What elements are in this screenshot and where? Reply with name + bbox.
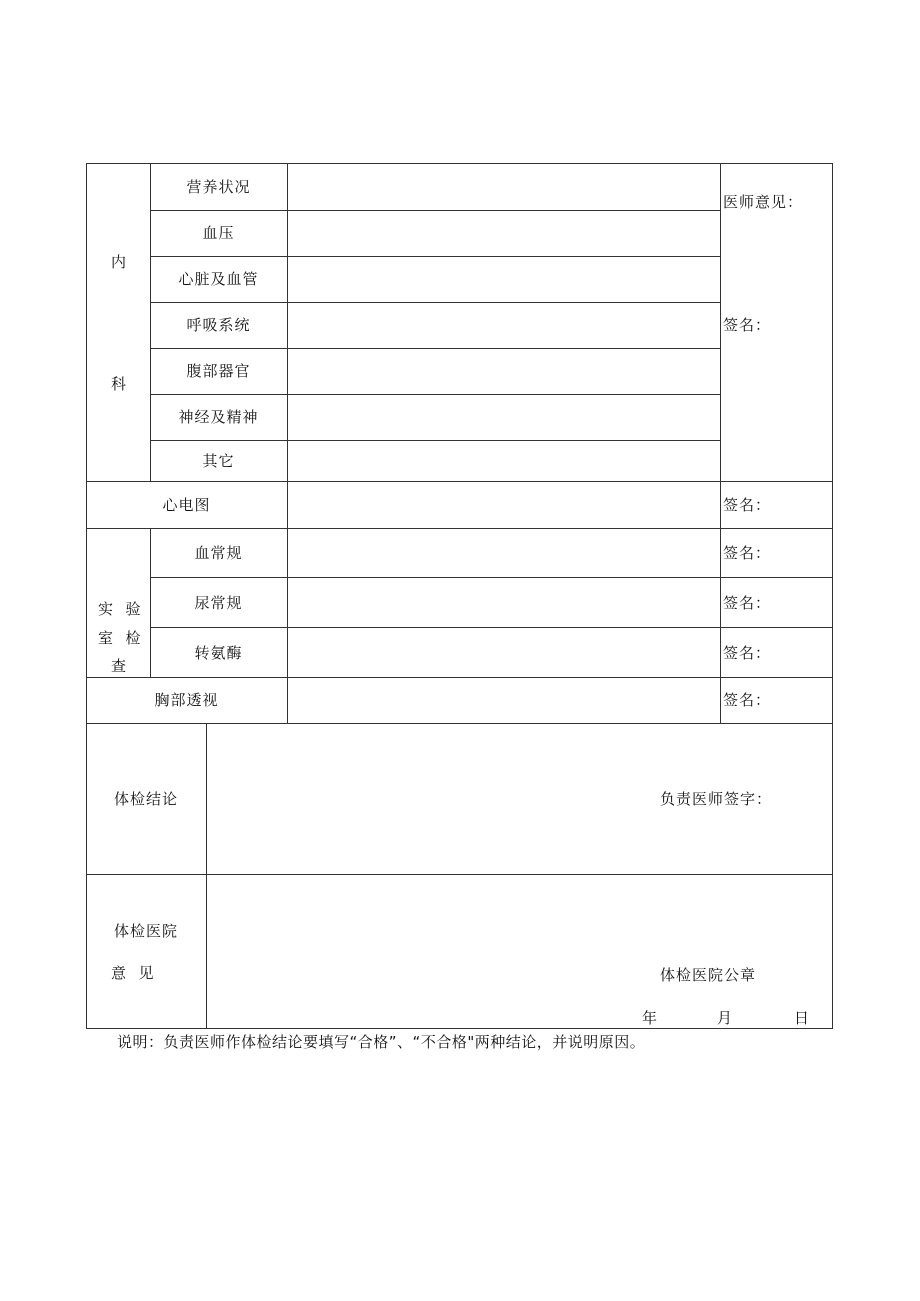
item-abdominal: 腹部器官 [186, 362, 251, 380]
row-divider [150, 302, 721, 303]
item-nutrition: 营养状况 [186, 178, 251, 196]
conclusion-label: 体检结论 [113, 790, 178, 808]
doctor-opinion-label: 医师意见： [723, 193, 804, 211]
hospital-opinion-label-line1: 体检医院 [113, 922, 178, 940]
date-year-label: 年 [642, 1009, 659, 1027]
ecg-label: 心电图 [162, 496, 211, 514]
date-month-label: 月 [717, 1009, 734, 1027]
transaminase-signature: 签名： [723, 644, 772, 662]
hospital-opinion-label-line2: 意 见 [111, 964, 155, 982]
row-divider [150, 627, 833, 628]
item-other: 其它 [202, 452, 235, 470]
urine-routine-signature: 签名： [723, 594, 772, 612]
ecg-signature: 签名： [723, 496, 772, 514]
border-left [86, 163, 87, 1029]
item-neuro-mental: 神经及精神 [178, 408, 259, 426]
chest-xray-label: 胸部透视 [154, 691, 219, 709]
item-blood-routine: 血常规 [194, 544, 243, 562]
internal-medicine-signature: 签名： [723, 316, 772, 334]
border-bottom [86, 1028, 833, 1029]
row-divider [86, 874, 833, 875]
internal-medicine-label-top: 内 [111, 253, 128, 271]
row-divider [150, 256, 721, 257]
border-right [832, 163, 833, 1029]
item-respiratory: 呼吸系统 [186, 316, 251, 334]
lab-label-line1: 实 验 [98, 600, 142, 618]
row-divider [86, 723, 833, 724]
internal-medicine-label-bottom: 科 [111, 375, 128, 393]
conclusion-doctor-signature: 负责医师签字： [660, 790, 773, 808]
col-divider [206, 723, 207, 1028]
row-divider [150, 440, 721, 441]
footnote: 说明：负责医师作体检结论要填写“合格”、“不合格"两种结论，并说明原因。 [117, 1033, 646, 1051]
item-heart-vessels: 心脏及血管 [178, 270, 259, 288]
row-divider [150, 210, 721, 211]
col-divider [287, 163, 288, 723]
blood-routine-signature: 签名： [723, 544, 772, 562]
item-transaminase: 转氨酶 [194, 644, 243, 662]
col-divider [720, 163, 721, 723]
row-divider [150, 577, 833, 578]
row-divider [150, 348, 721, 349]
item-urine-routine: 尿常规 [194, 594, 243, 612]
row-divider [150, 394, 721, 395]
lab-label-line3: 查 [111, 657, 128, 675]
lab-label-line2: 室 检 [98, 629, 142, 647]
item-blood-pressure: 血压 [202, 224, 235, 242]
chest-xray-signature: 签名： [723, 691, 772, 709]
hospital-seal-label: 体检医院公章 [660, 966, 757, 984]
date-day-label: 日 [794, 1009, 811, 1027]
